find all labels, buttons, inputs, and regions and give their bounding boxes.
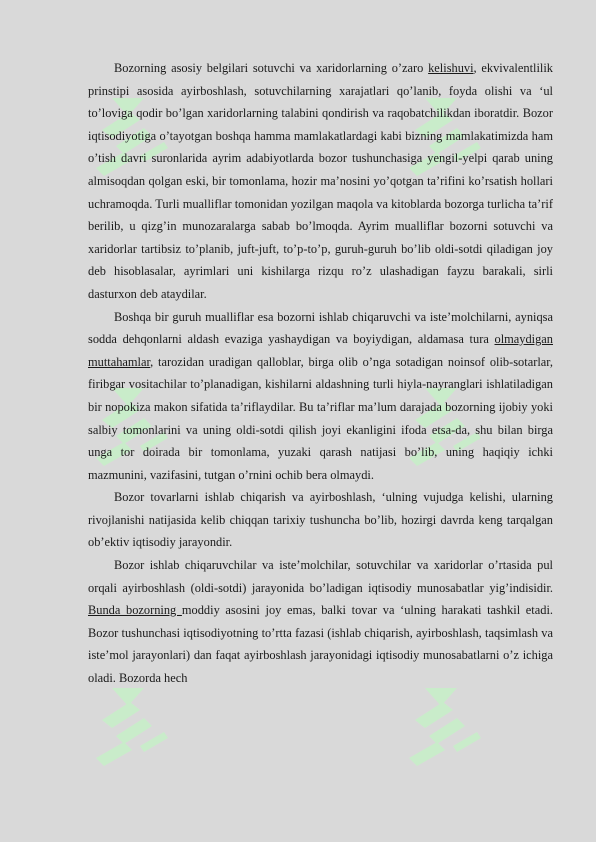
watermark-icon — [395, 680, 485, 776]
paragraph — [88, 306, 553, 487]
paragraph-text: , ekvivalentlilik prinstipi asosida ayirboshlash, sotuvchilarning xarajatlari qo’lanib, foyda olishi va ‘ul to’loviga qodir bo’lgan xaridorlarning talabini qondirish va raqobatchilikdan iboratdir. Bozor iqtisodiyotiga o’tayotgan boshqa hamma mamlakatlardagi kabi bizning mamlakatimizda ham o’tish davri suronlarida ayrim adabiyotlarda bozor tushunchasiga yengil-yelpi qarab uning almisoqdan qolgan eski, bir tomonlama, hozir ma’nosini yo’qotgan ta’rifini ko’rsatish hollari uchramoqda. Turli mualliflar tomonidan yozilgan maqola va kitoblarda bozorga turlicha ta’rif berilib, u qizg’in munozaralarga sabab bo’lmoqda. Ayrim mualliflar bozorni sotuvchi va xaridorlar tartibsiz to’planib, juft-juft, to’p-to’p, guruh-guruh bo’lib oldi-sotdi qiladigan joy deb hisoblasalar, ayrimlari uni kishilarga rizqu ro’z ulashadigan fayzu barakali, sirli dasturxon deb ataydilar. — [88, 61, 553, 301]
paragraph-text: , tarozidan uradigan qalloblar, birga olib o’nga sotadigan noinsof olib-sotarlar, firibgar vositachilar to’planadigan, kishilarni aldashning turli hiyla-nayranglari ishlatiladigan bir nopokiza makon sifatida ta’riflaydilar. Bu ta’riflar ma’lum darajada bozorning ijobiy yoki salbiy tomonlarini va uning oldi-sotdi qilish joyi ekanligini ifoda etsa-da, shu bilan birga unga tor doirada bir tomonlama, yuzaki qarash natijasi bo’lib, uning haqiqiy ichki mazmunini, vazifasini, tutgan o’rnini ochib bera olmaydi. — [88, 354, 553, 482]
paragraph-text: Bozorning asosiy belgilari sotuvchi va xaridorlarning o’zaro — [114, 61, 429, 75]
paragraph-text: Boshqa bir guruh mualliflar esa bozorni ishlab chiqaruvchi va iste’molchilarni, ayniqsa sodda dehqonlarni aldash evaziga yashaydigan va boyiydigan, aldamasa tura — [88, 309, 553, 347]
underlined-text: Bunda bozorning — [88, 603, 182, 618]
document-body — [88, 57, 553, 690]
paragraph-text: Bozor ishlab chiqaruvchilar va iste’molchilar, sotuvchilar va xaridorlar o’rtasida pul orqali ayirboshlash (oldi-sotdi) jarayonida bo’ladigan iqtisodiy munosabatlar yig’indisidir. — [88, 558, 553, 595]
underlined-text: olmaydigan muttahamlar — [88, 332, 553, 369]
watermark-icon — [82, 680, 172, 776]
underlined-text: kelishuvi — [428, 61, 474, 75]
paragraph — [88, 554, 553, 690]
paragraph-text: Bozor tovarlarni ishlab chiqarish va ayirboshlash, ‘ulning vujudga kelishi, ularning rivojlanishi natijasida kelib chiqqan tarixiy tushuncha bo’lib, hozirgi davrda keng tarqalgan ob’ektiv iqtisodiy jarayondir. — [88, 490, 553, 550]
paragraph — [88, 57, 553, 306]
paragraph-text: moddiy asosini joy emas, balki tovar va ‘ulning harakati tashkil etadi. Bozor tushunchasi iqtisodiyotning to’rtta fazasi (ishlab chiqarish, ayirboshlash, taqsimlash va iste’mol jarayonlari) dan faqat ayirboshlash jarayonidagi iqtisodiy munosabatlarni o’z ichiga oladi. Bozorda hech — [88, 603, 553, 686]
paragraph — [88, 486, 553, 554]
